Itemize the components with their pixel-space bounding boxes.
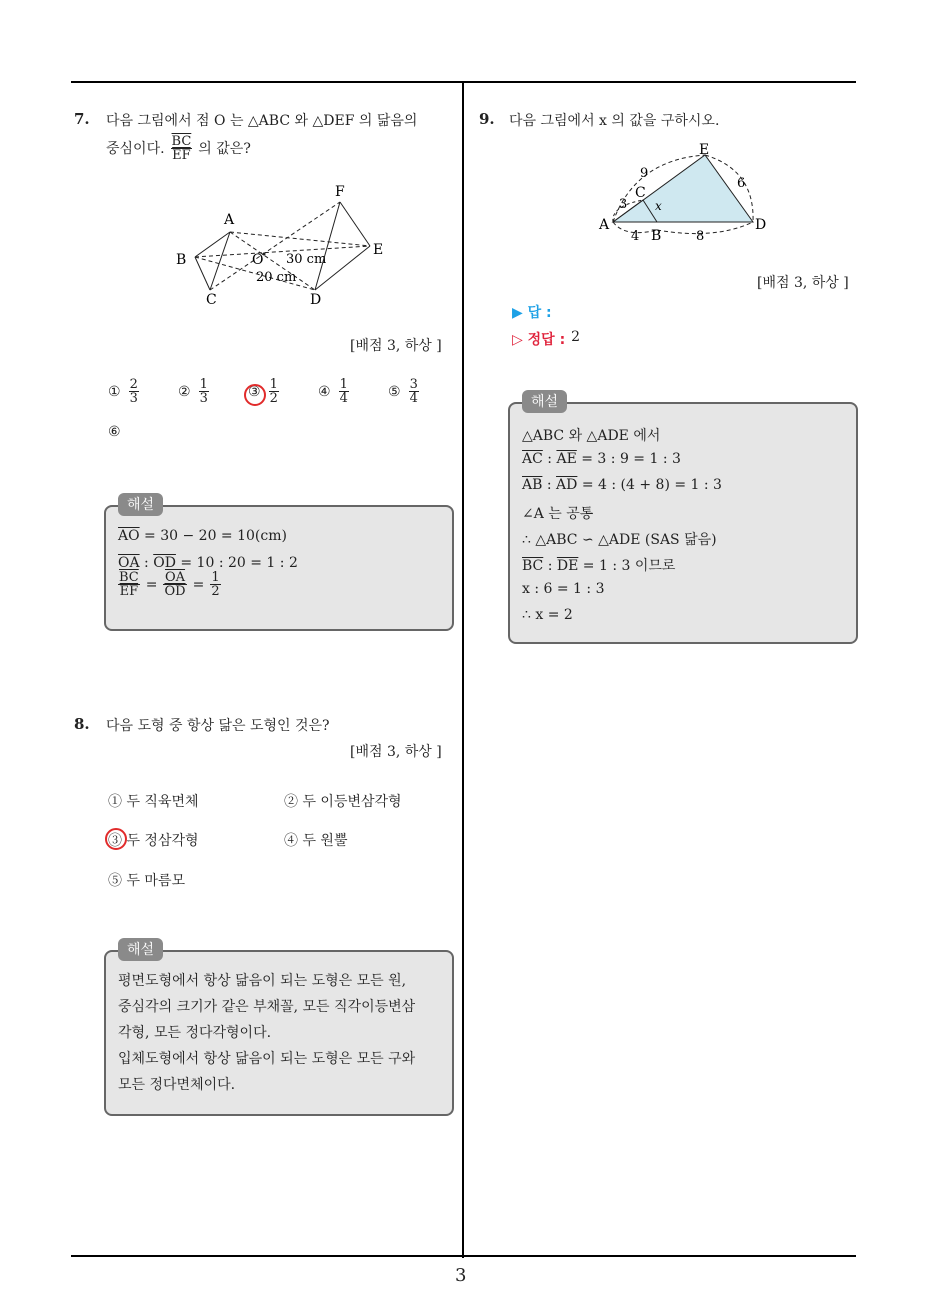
option-marker: ③: [248, 383, 261, 400]
colon: :: [542, 477, 557, 493]
q9-explain-line8: ∴ x = 2: [522, 607, 573, 623]
q8-option-2[interactable]: ② 두 이등변삼각형: [284, 794, 402, 810]
frac-den: 2: [211, 584, 220, 599]
q8-text: 다음 도형 중 항상 닮은 도형인 것은?: [106, 718, 330, 734]
q7-explain-line2: [118, 555, 298, 571]
q9-length-6: 6: [737, 176, 746, 191]
q9-explain-line1: △ABC 와 △ADE 에서: [522, 428, 661, 444]
colon: :: [543, 558, 557, 574]
q9-explain-line5: ∴ △ABC ∽ △ADE (SAS 닮음): [522, 532, 717, 548]
option-fraction: [339, 378, 349, 405]
frac-num: 1: [269, 377, 278, 392]
equals: =: [145, 576, 158, 593]
segment-OA: $\overline{OA}$: [118, 555, 140, 571]
q7-text-pre: 중심이다.: [106, 141, 165, 157]
q9-figure: [595, 140, 775, 245]
option-marker: ⑤: [388, 383, 401, 400]
q9-number: 9.: [479, 110, 495, 128]
q8-option-3[interactable]: ③ 두 정삼각형: [108, 833, 199, 849]
q9-explain-line2: [522, 451, 681, 467]
q8-option-5[interactable]: ⑤ 두 마름모: [108, 873, 185, 889]
equals: =: [192, 576, 205, 593]
option-marker: ①: [108, 383, 121, 400]
q8-number: 8.: [74, 715, 90, 733]
segment-AE: $\overline{AE}$: [556, 451, 577, 467]
frac-den: 4: [339, 391, 348, 406]
q7-frac-num: $\overline{BC}$: [171, 133, 192, 149]
q9-label-B: B: [651, 228, 662, 244]
q8-explain-line5: 모든 정다면체이다.: [118, 1077, 236, 1093]
q7-label-C: C: [206, 292, 217, 308]
frac-num: 3: [409, 377, 418, 392]
q9-length-4: 4: [631, 229, 640, 244]
frac-den: OD: [164, 584, 186, 599]
q8-option-1[interactable]: ① 두 직육면체: [108, 794, 199, 810]
segment-AD: $\overline{AD}$: [556, 477, 578, 493]
expr: = 10 : 20 = 1 : 2: [175, 555, 298, 571]
colon: :: [139, 555, 154, 571]
segment-BC: $\overline{BC}$: [522, 558, 544, 574]
q9-explain-line7: x : 6 = 1 : 3: [522, 581, 605, 597]
option-fraction: [409, 378, 419, 405]
option-fraction: [129, 378, 139, 405]
segment-DE: $\overline{DE}$: [556, 558, 579, 574]
page-number: 3: [455, 1265, 467, 1286]
frac-num: $\overline{OA}$: [165, 570, 186, 585]
q9-score: [배점 3, 하상 ]: [757, 275, 849, 291]
q9-explain-line4: ∠A 는 공통: [522, 506, 594, 522]
q7-label-E: E: [373, 242, 384, 258]
q8-score: [배점 3, 하상 ]: [350, 744, 442, 760]
fraction-OA-OD: [163, 571, 186, 598]
q7-text-line2: [106, 130, 251, 166]
colon: :: [542, 451, 557, 467]
segment-AO: $\overline{AO}$: [118, 528, 140, 544]
q7-length-30: 30 cm: [286, 252, 327, 267]
q9-label-x: x: [655, 199, 662, 213]
correct-label: ▷ 정답 :: [512, 332, 566, 348]
q7-option-2[interactable]: [178, 378, 209, 405]
q7-text-post: 의 값은?: [198, 141, 251, 157]
expr: = 30 − 20 = 10(cm): [139, 528, 287, 544]
option-fraction: [269, 378, 279, 405]
q7-option-4[interactable]: [318, 378, 349, 405]
frac-num: $\overline{BC}$: [119, 570, 139, 585]
option-marker: ④: [318, 383, 331, 400]
q7-number: 7.: [74, 110, 90, 128]
q9-explain-line6: [522, 555, 675, 575]
q7-explanation-tag: 해설: [118, 493, 163, 516]
q8-explain-line1: 평면도형에서 항상 닮음이 되는 도형은 모든 원,: [118, 973, 407, 989]
option-fraction: [199, 378, 209, 405]
frac-num: 1: [339, 377, 348, 392]
frac-num: 2: [129, 377, 138, 392]
q7-fraction: [171, 135, 193, 162]
fraction-BC-EF: [118, 571, 140, 598]
frac-den: 3: [129, 391, 138, 406]
correct-value: 2: [571, 329, 581, 345]
q9-explain-line3: [522, 477, 722, 493]
frac-den: EF: [119, 584, 139, 599]
q9-explanation-tag: 해설: [522, 390, 567, 413]
q9-label-D: D: [755, 217, 767, 233]
q7-explain-line1: [118, 528, 287, 544]
option-marker: ②: [178, 383, 191, 400]
q7-label-A: A: [224, 212, 235, 228]
frac-den: 3: [199, 391, 208, 406]
q9-length-3: 3: [619, 197, 628, 212]
expr: = 1 : 3 이므로: [578, 558, 676, 574]
q9-label-A: A: [599, 217, 610, 233]
q7-option-1[interactable]: [108, 378, 139, 405]
q7-label-B: B: [176, 252, 187, 268]
frac-num: 1: [211, 570, 220, 585]
q7-option-6[interactable]: ⑥: [108, 424, 121, 440]
expr: = 4 : (4 + 8) = 1 : 3: [577, 477, 722, 493]
q7-text-line1: 다음 그림에서 점 O 는 △ABC 와 △DEF 의 닮음의: [106, 113, 418, 129]
q8-explain-line4: 입체도형에서 항상 닮음이 되는 도형은 모든 구와: [118, 1051, 416, 1067]
segment-OD: $\overline{OD}$: [153, 555, 176, 571]
expr: = 3 : 9 = 1 : 3: [576, 451, 681, 467]
q7-label-D: D: [310, 292, 322, 308]
q8-option-4[interactable]: ④ 두 원뿔: [284, 833, 348, 849]
q8-explain-line3: 각형, 모든 정다각형이다.: [118, 1025, 272, 1041]
frac-num: 1: [199, 377, 208, 392]
q9-answer-label: ▶ 답 :: [512, 305, 552, 321]
segment-AB: $\overline{AB}$: [522, 477, 543, 493]
q9-length-8: 8: [696, 229, 705, 244]
q7-frac-den: EF: [172, 147, 191, 163]
q9-length-9: 9: [640, 166, 649, 181]
q7-figure: [170, 180, 400, 310]
q7-label-O: O: [252, 252, 264, 268]
q9-label-C: C: [635, 185, 646, 201]
frac-den: 2: [269, 391, 278, 406]
q7-label-F: F: [335, 184, 345, 200]
selected-answer-mark: [105, 828, 127, 850]
column-divider: [462, 82, 464, 1258]
selected-answer-mark: [244, 384, 266, 406]
q8-explanation-tag: 해설: [118, 938, 163, 961]
q9-text: 다음 그림에서 x 의 값을 구하시오.: [509, 113, 720, 129]
q8-explain-line2: 중심각의 크기가 같은 부채꼴, 모든 직각이등변삼: [118, 999, 416, 1015]
q7-length-20: 20 cm: [256, 270, 297, 285]
q7-option-5[interactable]: [388, 378, 419, 405]
segment-AC: $\overline{AC}$: [522, 451, 543, 467]
frac-den: 4: [409, 391, 418, 406]
q7-score: [배점 3, 하상 ]: [350, 338, 442, 354]
fraction-1-2: [210, 571, 220, 598]
q9-label-E: E: [699, 142, 710, 158]
q7-explain-line3: [118, 571, 221, 598]
q9-correct-answer: [512, 329, 580, 349]
